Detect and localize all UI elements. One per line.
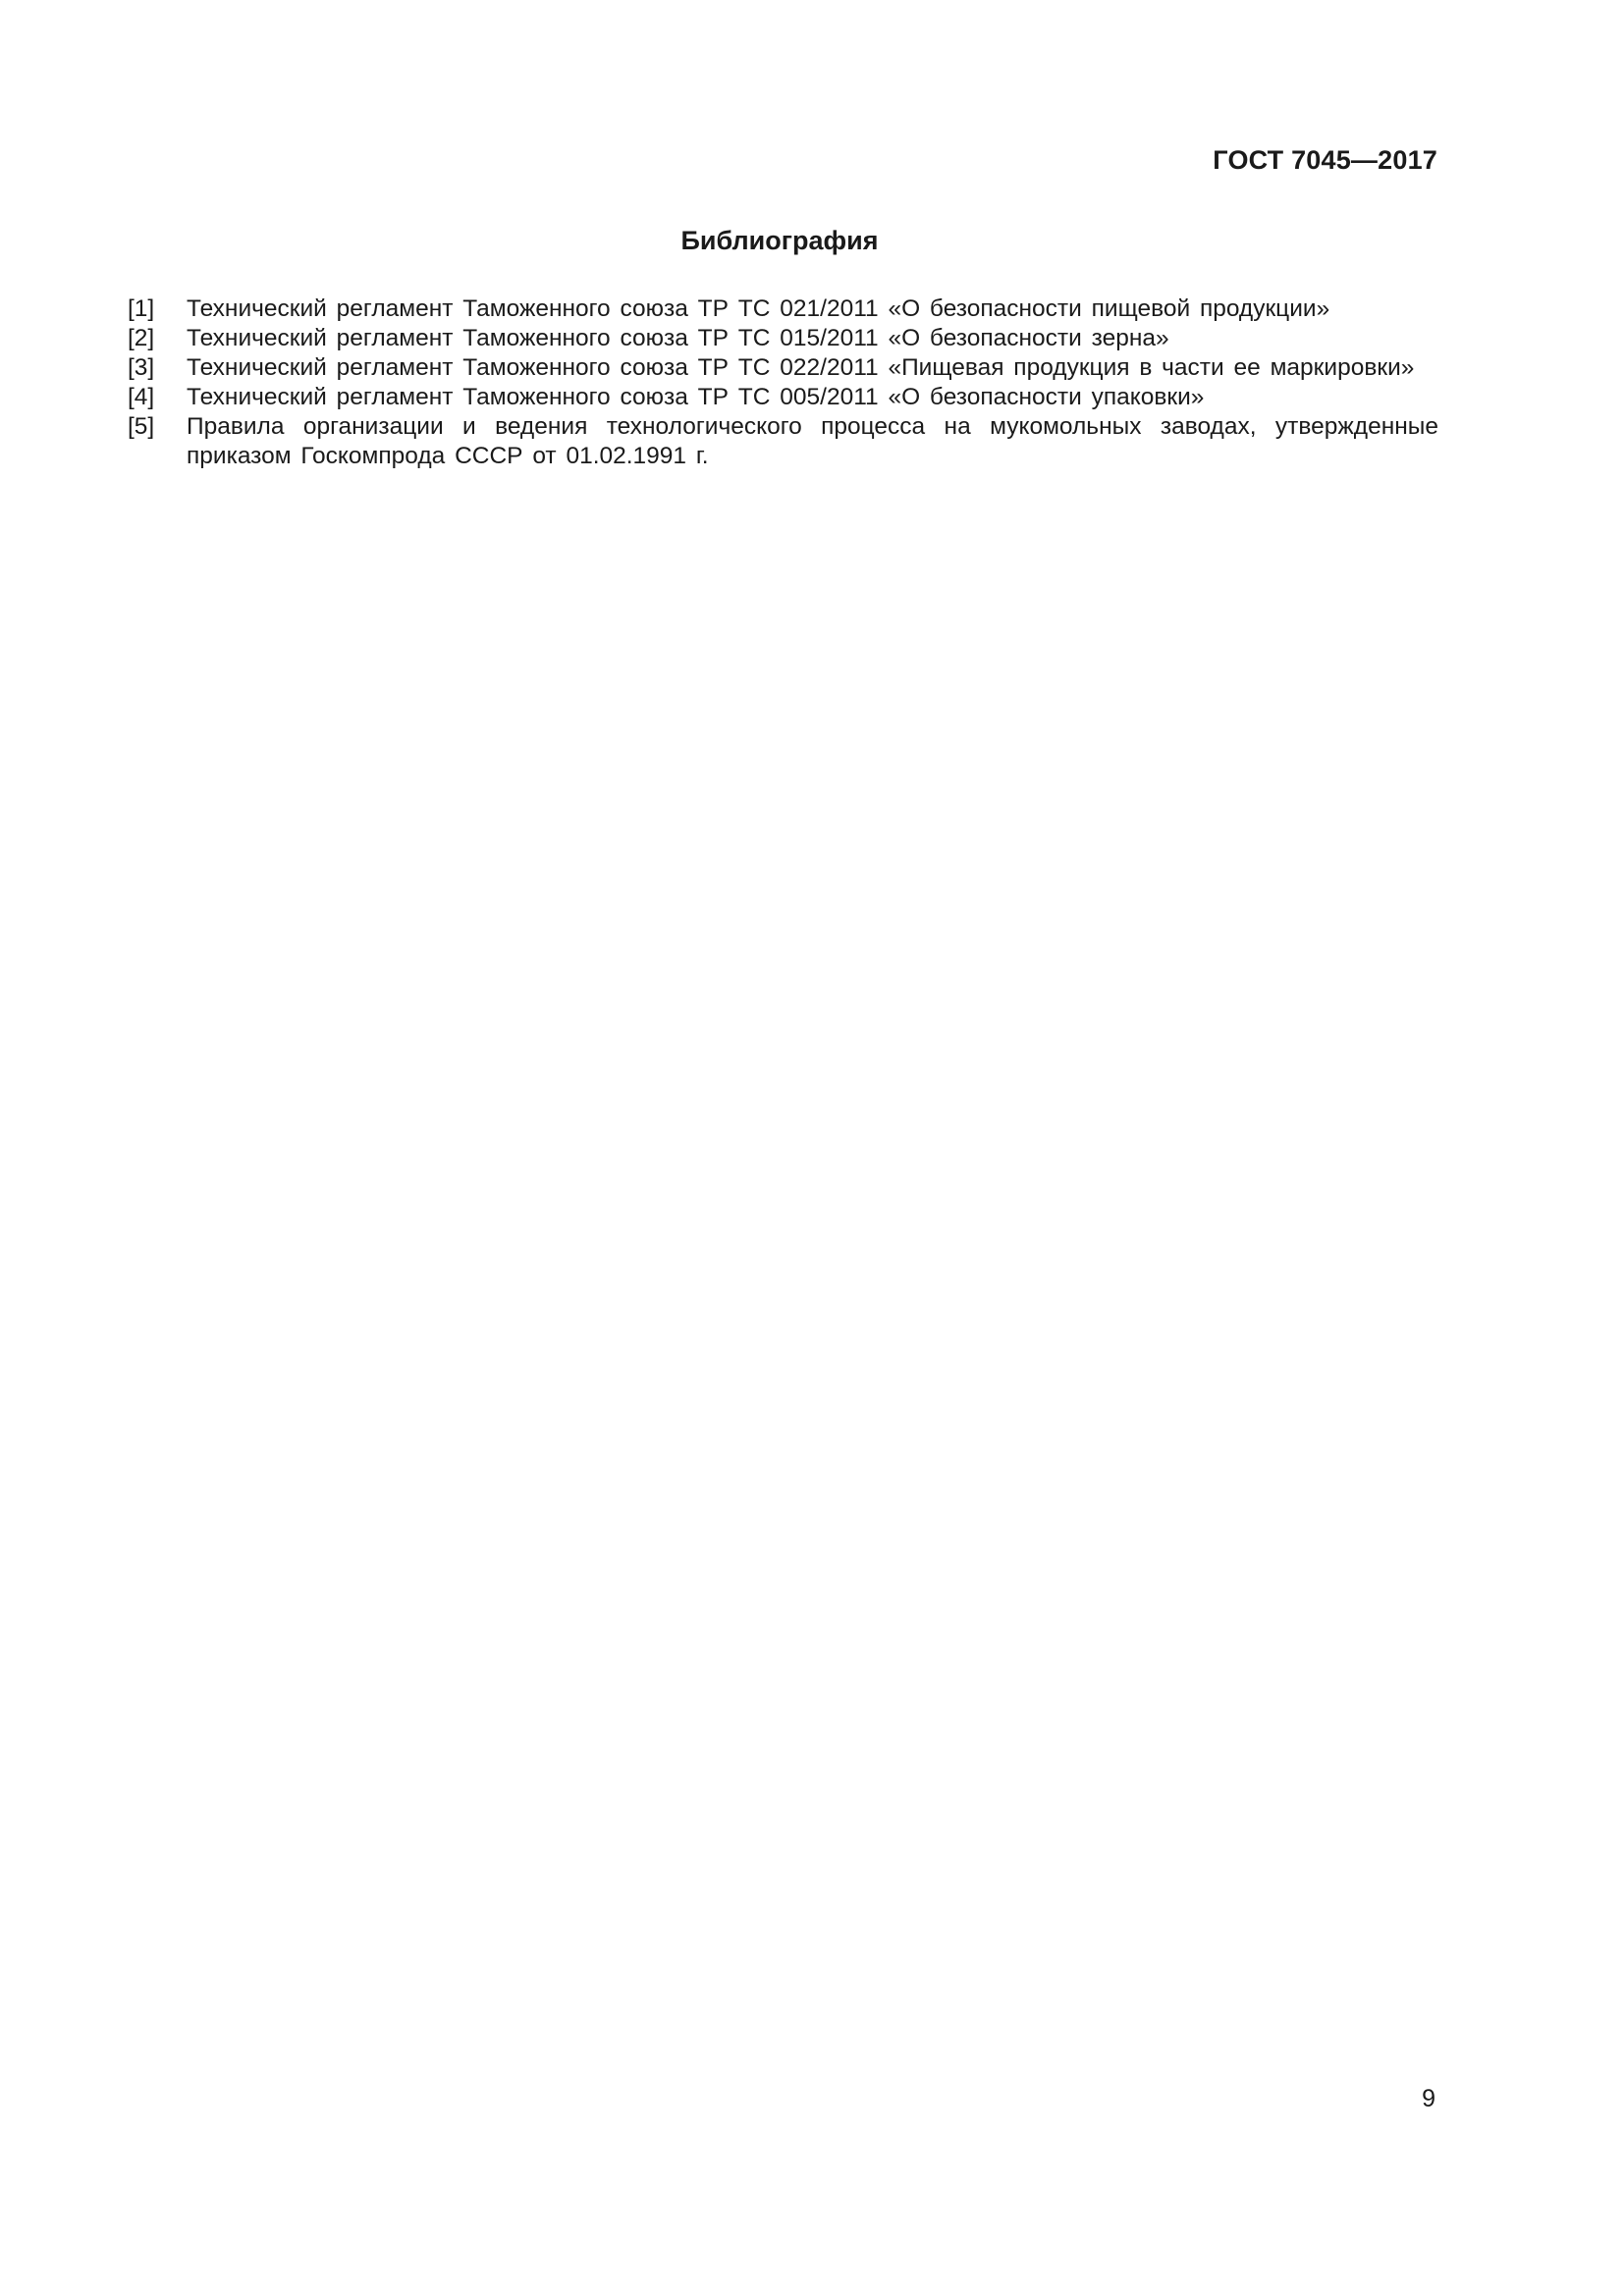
bibliography-entry-number: [5] xyxy=(128,413,155,440)
section-title: Библиография xyxy=(680,226,879,255)
bibliography-entry xyxy=(128,412,1438,471)
bibliography-entry-text: Технический регламент Таможенного союза ТР ТС 022/2011 «Пищевая продукция в части ее маркировки» xyxy=(187,354,1415,381)
bibliography-entry-text: Технический регламент Таможенного союза ТР ТС 015/2011 «О безопасности зерна» xyxy=(187,325,1169,351)
bibliography-entry-number: [2] xyxy=(128,325,155,351)
bibliography-entry-text: Технический регламент Таможенного союза ТР ТС 005/2011 «О безопасности упаковки» xyxy=(187,384,1205,410)
bibliography-list xyxy=(128,294,1438,471)
page-number: 9 xyxy=(1422,2085,1435,2112)
bibliography-entry xyxy=(128,324,1438,353)
bibliography-entry-text: Правила организации и ведения технологического процесса на мукомольных заводах, утвержденные приказом Госкомпрода СССР от 01.02.1991 г. xyxy=(187,413,1438,469)
bibliography-entry-number: [1] xyxy=(128,295,155,322)
bibliography-entry xyxy=(128,383,1438,412)
bibliography-entry-number: [4] xyxy=(128,384,155,410)
bibliography-entry-text: Технический регламент Таможенного союза ТР ТС 021/2011 «О безопасности пищевой продукции» xyxy=(187,295,1330,322)
document-standard-id: ГОСТ 7045—2017 xyxy=(1213,145,1437,175)
bibliography-entry-number: [3] xyxy=(128,354,155,381)
bibliography-entry xyxy=(128,353,1438,383)
bibliography-entry xyxy=(128,294,1438,324)
